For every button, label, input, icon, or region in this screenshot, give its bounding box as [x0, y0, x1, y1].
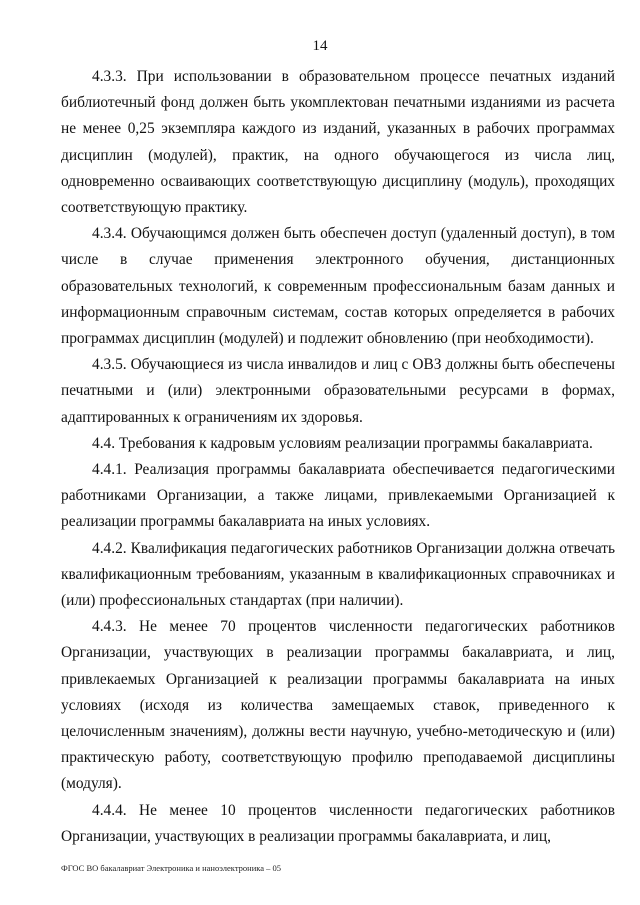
document-body [61, 64, 615, 850]
paragraph-4-3-4: 4.3.4. Обучающимся должен быть обеспечен доступ (удаленный доступ), в том числе в случае применения электронного обучения, дистанционных образовательных технологий, к современным профессиональным базам данных и информационным справочным системам, состав которых определяется в рабочих программах дисциплин (модулей) и подлежит обновлению (при необходимости). [61, 225, 615, 348]
paragraph-4-4: 4.4. Требования к кадровым условиям реализации программы бакалавриата. [92, 434, 593, 452]
paragraph-4-4-4: 4.4.4. Не менее 10 процентов численности педагогических работников Организации, участвующих в реализации программы бакалавриата, и лиц, [61, 801, 615, 845]
paragraph-4-4-2: 4.4.2. Квалификация педагогических работников Организации должна отвечать квалификационным требованиям, указанным в квалификационных справочниках и (или) профессиональных стандартах (при наличии). [61, 539, 615, 610]
paragraph-4-3-5: 4.3.5. Обучающиеся из числа инвалидов и лиц с ОВЗ должны быть обеспечены печатными и (или) электронными образовательными ресурсами в формах, адаптированных к ограничениям их здоровья. [61, 356, 615, 426]
paragraph-4-3-3: 4.3.3. При использовании в образовательном процессе печатных изданий библиотечный фонд должен быть укомплектован печатными изданиями из расчета не менее 0,25 экземпляра каждого из изданий, указанных в рабочих программах дисциплин (модулей), практик, на одного обучающегося из числа лиц, одновременно осваивающих соответствующую дисциплину (модуль), проходящих соответствующую практику. [61, 68, 615, 217]
paragraph-4-4-1: 4.4.1. Реализация программы бакалавриата обеспечивается педагогическими работниками Организации, а также лицами, привлекаемыми Организацией к реализации программы бакалавриата на иных условиях. [61, 461, 615, 531]
document-footer: ФГОС ВО бакалавриат Электроника и наноэлектроника – 05 [61, 863, 282, 873]
paragraph-4-4-3: 4.4.3. Не менее 70 процентов численности педагогических работников Организации, участвующих в реализации программы бакалавриата, и лиц, привлекаемых Организацией к реализации программы бакалавриата на иных условиях (исходя из количества замещаемых ставок, приведенного к целочисленным значениям), должны вести научную, учебно-методическую и (или) практическую работу, соответствующую профилю преподаваемой дисциплины (модуля). [61, 618, 615, 793]
page-number: 14 [312, 38, 328, 54]
